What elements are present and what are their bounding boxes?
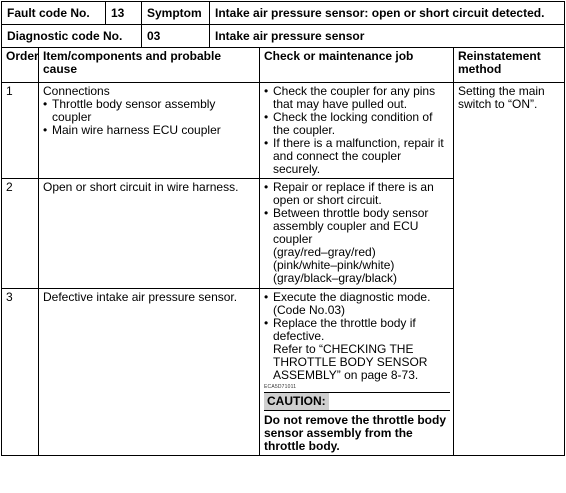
- diagnostic-header-table: [1, 24, 565, 48]
- fault-code-sheet: [1, 1, 565, 491]
- diagnostic-code-value: 03: [142, 25, 210, 48]
- check-bullet: • Check the locking condition of the coupler.: [264, 111, 449, 137]
- col-reinstate: Reinstatement method: [454, 48, 565, 83]
- item-title: Defective intake air pressure sensor.: [43, 290, 238, 304]
- column-header-row: [2, 48, 565, 83]
- item-title: Open or short circuit in wire harness.: [43, 180, 239, 194]
- reinstatement-cell: [454, 83, 565, 456]
- caution-text: Do not remove the throttle body sensor assembly from the throttle body.: [264, 413, 447, 453]
- wire-pair: (gray/red–gray/red): [273, 245, 376, 259]
- col-item: Item/components and probable cause: [39, 48, 260, 83]
- item-title: Connections: [43, 84, 110, 98]
- row-order: 3: [2, 289, 39, 456]
- table-row: [2, 83, 565, 179]
- check-bullet: • Check the coupler for any pins that may have pulled out.: [264, 85, 449, 111]
- reference-tag: ECA5D71011: [264, 384, 297, 390]
- procedure-table: [1, 47, 565, 456]
- fault-code-label: Fault code No.: [2, 2, 106, 25]
- check-bullet: • If there is a malfunction, repair it and connect the coupler securely.: [264, 137, 449, 176]
- item-bullet: • Throttle body sensor assembly coupler: [43, 98, 255, 124]
- wire-pair: (gray/black–gray/black): [273, 271, 398, 285]
- row-order: 1: [2, 83, 39, 179]
- row-check: [260, 289, 454, 456]
- symptom-value: Intake air pressure sensor: open or short circuit detected.: [210, 2, 565, 25]
- fault-header-table: [1, 1, 565, 25]
- check-bullet: • Repair or replace if there is an open or short circuit.: [264, 181, 449, 207]
- item-bullet: • Main wire harness ECU coupler: [43, 124, 255, 137]
- row-item: [39, 83, 260, 179]
- refer-text: Refer to “CHECKING THE THROTTLE BODY SENSOR ASSEMBLY” on page 8-73.: [273, 342, 428, 382]
- diagnostic-desc: Intake air pressure sensor: [210, 25, 565, 48]
- row-order: 2: [2, 179, 39, 289]
- caution-label: CAUTION:: [264, 393, 329, 410]
- check-bullet: • Execute the diagnostic mode. (Code No.03): [264, 291, 449, 317]
- diagnostic-code-label: Diagnostic code No.: [2, 25, 142, 48]
- row-item: [39, 179, 260, 289]
- fault-row: [2, 2, 565, 25]
- wire-pair: (pink/white–pink/white): [273, 258, 395, 272]
- fault-code-value: 13: [106, 2, 142, 25]
- row-check: [260, 83, 454, 179]
- row-check: [260, 179, 454, 289]
- col-order: Order: [2, 48, 39, 83]
- diagnostic-row: [2, 25, 565, 48]
- reinstatement-text: Setting the main switch to “ON”.: [458, 84, 545, 111]
- row-item: [39, 289, 260, 456]
- check-bullet: • Replace the throttle body if defective.: [264, 317, 449, 343]
- caution-box: [264, 392, 450, 411]
- col-check: Check or maintenance job: [260, 48, 454, 83]
- check-bullet: • Between throttle body sensor assembly coupler and ECU coupler: [264, 207, 449, 246]
- symptom-label: Symptom: [142, 2, 210, 25]
